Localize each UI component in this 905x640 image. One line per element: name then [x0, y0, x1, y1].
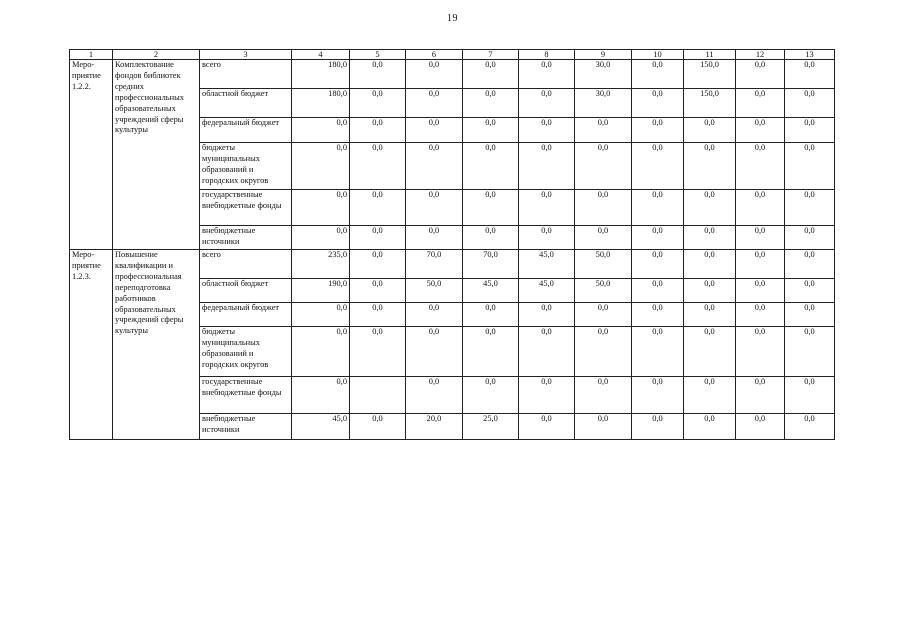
value-cell: 0,0 [632, 118, 684, 143]
value-cell: 0,0 [785, 377, 835, 414]
column-header: 9 [575, 50, 632, 60]
funding-source: внебюджетные источники [200, 414, 292, 440]
value-cell: 45,0 [463, 279, 519, 303]
value-cell: 0,0 [519, 60, 575, 89]
value-cell: 0,0 [463, 143, 519, 190]
value-cell: 25,0 [463, 414, 519, 440]
value-cell: 0,0 [575, 143, 632, 190]
value-cell: 0,0 [406, 89, 463, 118]
value-cell: 0,0 [406, 118, 463, 143]
value-cell: 0,0 [684, 250, 736, 279]
value-cell: 20,0 [406, 414, 463, 440]
value-cell: 0,0 [292, 226, 350, 250]
value-cell: 45,0 [292, 414, 350, 440]
column-header: 8 [519, 50, 575, 60]
activity-title: Комплектование фондов библиотек средних профессиональных образовательных учреждений сферы культуры [113, 60, 200, 250]
value-cell: 0,0 [463, 89, 519, 118]
value-cell: 0,0 [736, 60, 785, 89]
value-cell: 0,0 [684, 190, 736, 226]
value-cell: 0,0 [684, 118, 736, 143]
value-cell: 0,0 [785, 250, 835, 279]
funding-source: федеральный бюджет [200, 303, 292, 327]
column-header: 12 [736, 50, 785, 60]
value-cell: 0,0 [292, 377, 350, 414]
column-header: 1 [70, 50, 113, 60]
value-cell: 0,0 [463, 118, 519, 143]
value-cell: 0,0 [736, 377, 785, 414]
value-cell: 0,0 [684, 414, 736, 440]
funding-source: бюджеты муниципальных образований и городских округов [200, 143, 292, 190]
funding-source: всего [200, 250, 292, 279]
value-cell: 0,0 [575, 377, 632, 414]
value-cell: 0,0 [350, 143, 406, 190]
table-row [70, 60, 835, 89]
value-cell: 0,0 [684, 279, 736, 303]
value-cell: 0,0 [406, 190, 463, 226]
column-header: 11 [684, 50, 736, 60]
value-cell: 180,0 [292, 89, 350, 118]
value-cell: 0,0 [632, 327, 684, 377]
activity-title: Повышение квалификации и профессиональная переподготовка работников образовательных учреждений сферы культуры [113, 250, 200, 440]
funding-source: всего [200, 60, 292, 89]
value-cell: 0,0 [575, 414, 632, 440]
value-cell: 0,0 [785, 226, 835, 250]
value-cell: 0,0 [463, 60, 519, 89]
value-cell: 190,0 [292, 279, 350, 303]
value-cell: 0,0 [463, 327, 519, 377]
value-cell: 0,0 [736, 89, 785, 118]
value-cell: 0,0 [350, 190, 406, 226]
value-cell: 30,0 [575, 60, 632, 89]
value-cell: 45,0 [519, 250, 575, 279]
value-cell: 0,0 [785, 143, 835, 190]
page-number: 19 [447, 13, 458, 24]
value-cell: 0,0 [406, 327, 463, 377]
value-cell: 0,0 [785, 89, 835, 118]
value-cell: 0,0 [632, 60, 684, 89]
value-cell: 0,0 [519, 377, 575, 414]
value-cell: 0,0 [736, 327, 785, 377]
value-cell: 0,0 [292, 303, 350, 327]
value-cell: 0,0 [519, 303, 575, 327]
value-cell: 0,0 [350, 303, 406, 327]
column-header: 7 [463, 50, 519, 60]
value-cell: 30,0 [575, 89, 632, 118]
value-cell: 0,0 [684, 226, 736, 250]
value-cell: 0,0 [684, 377, 736, 414]
column-header: 5 [350, 50, 406, 60]
activity-code: Меро-приятие 1.2.3. [70, 250, 113, 440]
value-cell: 0,0 [785, 303, 835, 327]
value-cell: 0,0 [350, 118, 406, 143]
value-cell: 0,0 [350, 327, 406, 377]
value-cell: 70,0 [463, 250, 519, 279]
value-cell: 0,0 [519, 327, 575, 377]
value-cell: 0,0 [575, 226, 632, 250]
value-cell: 0,0 [785, 118, 835, 143]
value-cell: 0,0 [684, 327, 736, 377]
value-cell: 0,0 [632, 226, 684, 250]
funding-source: бюджеты муниципальных образований и городских округов [200, 327, 292, 377]
value-cell: 0,0 [632, 303, 684, 327]
value-cell: 0,0 [463, 377, 519, 414]
column-header: 6 [406, 50, 463, 60]
funding-source: государственные внебюджетные фонды [200, 377, 292, 414]
value-cell: 70,0 [406, 250, 463, 279]
value-cell: 235,0 [292, 250, 350, 279]
value-cell: 0,0 [632, 143, 684, 190]
header-row [70, 50, 835, 60]
value-cell: 0,0 [519, 143, 575, 190]
value-cell: 0,0 [632, 89, 684, 118]
value-cell: 150,0 [684, 60, 736, 89]
value-cell: 50,0 [575, 250, 632, 279]
funding-source: внебюджетные источники [200, 226, 292, 250]
value-cell: 0,0 [736, 190, 785, 226]
value-cell: 0,0 [292, 118, 350, 143]
value-cell: 0,0 [292, 190, 350, 226]
value-cell: 0,0 [575, 303, 632, 327]
budget-table [69, 49, 835, 440]
value-cell: 0,0 [785, 327, 835, 377]
funding-source: федеральный бюджет [200, 118, 292, 143]
value-cell: 0,0 [406, 60, 463, 89]
value-cell: 0,0 [350, 60, 406, 89]
value-cell: 0,0 [463, 190, 519, 226]
value-cell: 0,0 [350, 279, 406, 303]
value-cell: 0,0 [785, 414, 835, 440]
value-cell: 45,0 [519, 279, 575, 303]
column-header: 10 [632, 50, 684, 60]
funding-source: областной бюджет [200, 279, 292, 303]
value-cell: 0,0 [684, 143, 736, 190]
value-cell: 0,0 [736, 414, 785, 440]
value-cell: 0,0 [519, 414, 575, 440]
value-cell: 0,0 [406, 226, 463, 250]
value-cell: 50,0 [406, 279, 463, 303]
value-cell: 0,0 [463, 226, 519, 250]
value-cell: 0,0 [350, 250, 406, 279]
value-cell: 0,0 [406, 377, 463, 414]
value-cell: 0,0 [632, 414, 684, 440]
value-cell: 0,0 [292, 143, 350, 190]
table-row [70, 250, 835, 279]
value-cell: 0,0 [736, 143, 785, 190]
value-cell: 0,0 [632, 377, 684, 414]
value-cell: 0,0 [575, 327, 632, 377]
activity-code: Меро-приятие 1.2.2. [70, 60, 113, 250]
value-cell: 180,0 [292, 60, 350, 89]
value-cell: 0,0 [736, 303, 785, 327]
value-cell: 0,0 [575, 190, 632, 226]
value-cell: 0,0 [406, 143, 463, 190]
column-header: 2 [113, 50, 200, 60]
column-header: 13 [785, 50, 835, 60]
value-cell: 50,0 [575, 279, 632, 303]
value-cell: 0,0 [292, 327, 350, 377]
value-cell: 0,0 [736, 250, 785, 279]
value-cell: 0,0 [350, 414, 406, 440]
value-cell: 0,0 [350, 226, 406, 250]
value-cell: 0,0 [785, 279, 835, 303]
value-cell: 0,0 [684, 303, 736, 327]
column-header: 3 [200, 50, 292, 60]
funding-source: государственные внебюджетные фонды [200, 190, 292, 226]
value-cell: 0,0 [736, 118, 785, 143]
value-cell: 0,0 [736, 226, 785, 250]
value-cell: 0,0 [519, 89, 575, 118]
value-cell: 0,0 [350, 89, 406, 118]
table-body [70, 60, 835, 440]
value-cell: 0,0 [632, 279, 684, 303]
value-cell: 0,0 [632, 250, 684, 279]
value-cell: 0,0 [406, 303, 463, 327]
value-cell: 0,0 [785, 60, 835, 89]
value-cell: 0,0 [632, 190, 684, 226]
value-cell: 0,0 [463, 303, 519, 327]
funding-source: областной бюджет [200, 89, 292, 118]
value-cell: 0,0 [736, 279, 785, 303]
value-cell [350, 377, 406, 414]
value-cell: 0,0 [519, 190, 575, 226]
value-cell: 0,0 [785, 190, 835, 226]
value-cell: 0,0 [575, 118, 632, 143]
value-cell: 0,0 [519, 226, 575, 250]
value-cell: 150,0 [684, 89, 736, 118]
value-cell: 0,0 [519, 118, 575, 143]
column-header: 4 [292, 50, 350, 60]
